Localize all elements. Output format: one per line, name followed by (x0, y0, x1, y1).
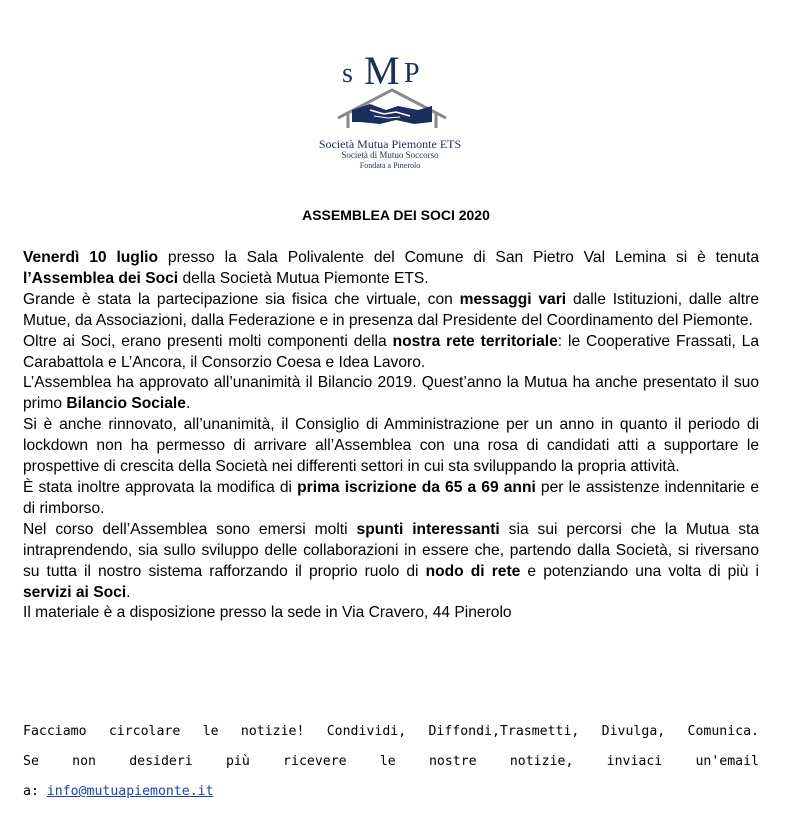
bold-member-services: servizi ai Soci (23, 583, 127, 601)
paragraph-4: L’Assemblea ha approvato all’unanimità il Bilancio 2019. Quest’anno la Mutua ha anche presentato il suo primo Bilancio Sociale. (23, 374, 759, 413)
bold-age-change: prima iscrizione da 65 a 69 anni (297, 478, 536, 496)
bold-assembly: l’Assemblea dei Soci (23, 269, 179, 287)
paragraph-5: Si è anche rinnovato, all’unanimità, il Consiglio di Amministrazione per un anno in quanto il periodo di lockdown non ha permesso di arrivare all’Assemblea con una rosa di candidati atti a supportare le prospettive di crescita della Società nei differenti settori in cui sta sviluppando la propria attività. (23, 416, 759, 476)
handshake-house-logo-icon (300, 40, 490, 140)
smp-logo (300, 40, 490, 180)
paragraph-2: Grande è stata la partecipazione sia fisica che virtuale, con messaggi vari dalle Istituzioni, dalle altre Mutue, da Associazioni, dalla Federazione e in presenza dal Presidente del Coordinamento del Piemonte. (23, 290, 759, 329)
paragraph-7: Nel corso dell’Assemblea sono emersi molti spunti interessanti sia sui percorsi che la Mutua sta intraprendendo, sia sullo sviluppo delle collaborazioni in essere che, partendo dalla Società, si riversano su tutta il nostro sistema rafforzando il proprio ruolo di nodo di rete e potenziando una volta di più i servizi ai Soci. (23, 520, 759, 601)
logo-letter-m: M (364, 48, 400, 93)
article-body (23, 248, 759, 624)
bold-date: Venerdì 10 luglio (23, 249, 159, 266)
bold-network: nostra rete territoriale (392, 332, 558, 350)
bold-network-node: nodo di rete (425, 562, 521, 580)
bold-social-report: Bilancio Sociale (66, 395, 186, 413)
email-link[interactable]: info@mutuapiemonte.it (46, 784, 214, 799)
logo-letter-s: s (342, 58, 353, 89)
footer-line-3: a: info@mutuapiemonte.it (23, 784, 214, 799)
bold-messages: messaggi vari (459, 290, 567, 308)
paragraph-3: Oltre ai Soci, erano presenti molti componenti della nostra rete territoriale: le Cooperative Frassati, La Carabattola e L’Ancora, il Consorzio Coesa e Idea Lavoro. (23, 332, 760, 371)
page-title: ASSEMBLEA DEI SOCI 2020 (302, 207, 490, 223)
logo-letter-p: P (404, 58, 420, 89)
paragraph-8: Il materiale è a disposizione presso la sede in Via Cravero, 44 Pinerolo (23, 604, 512, 622)
logo-subtitle: Società di Mutuo Soccorso (341, 150, 439, 160)
footer-line-1: Facciamo circolare le notizie! Condividi, Diffondi,Trasmetti, Divulga, Comunica. (23, 724, 759, 739)
paragraph-6: È stata inoltre approvata la modifica di prima iscrizione da 65 a 69 anni per le assistenze indennitarie e di rimborso. (23, 478, 760, 517)
logo-org-name: Società Mutua Piemonte ETS (318, 137, 462, 151)
footer-line-2: Se non desideri più ricevere le nostre notizie, inviaci un'email (23, 754, 759, 769)
paragraph-1: Venerdì 10 luglio presso la Sala Polivalente del Comune di San Pietro Val Lemina si è tenuta l’Assemblea dei Soci della Società Mutua Piemonte ETS. (23, 249, 760, 287)
logo-founded: Fondata a Pinerolo (359, 161, 421, 170)
bold-insights: spunti interessanti (356, 520, 500, 538)
footer-notice (23, 717, 759, 807)
